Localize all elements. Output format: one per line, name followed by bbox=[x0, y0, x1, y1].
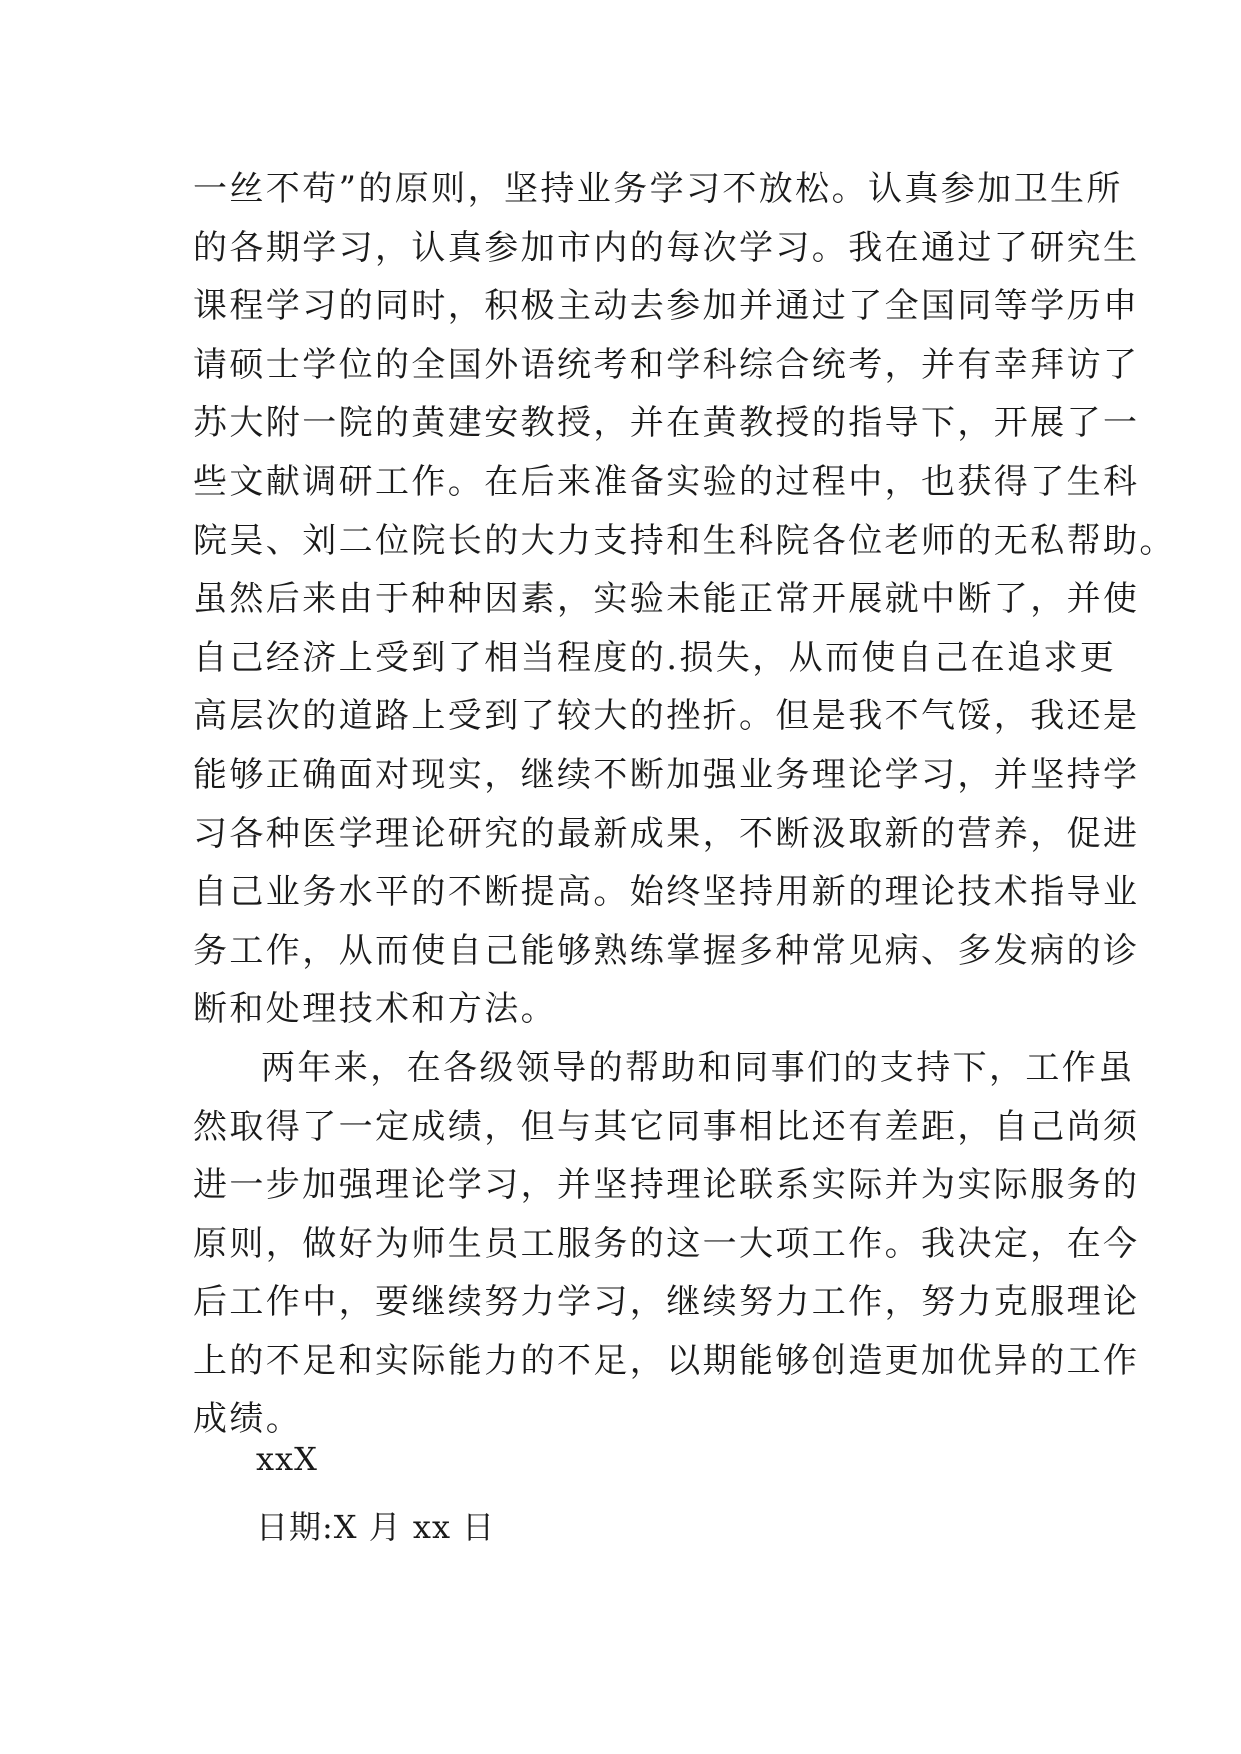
paragraph-1 bbox=[193, 160, 1176, 1039]
text-line: 高层次的道路上受到了较大的挫折。但是我不气馁，我还是 bbox=[193, 696, 1140, 737]
signature-date: 日期:X 月 xx 日 bbox=[256, 1508, 496, 1546]
text-line: 能够正确面对现实，继续不断加强业务理论学习，并坚持学 bbox=[193, 754, 1140, 795]
text-line: 一丝不苟”的原则，坚持业务学习不放松。认真参加卫生所 bbox=[193, 169, 1123, 209]
text-line: 原则，做好为师生员工服务的这一大项工作。我决定，在今 bbox=[193, 1223, 1140, 1264]
text-line: 些文献调研工作。在后来准备实验的过程中，也获得了生科 bbox=[193, 461, 1140, 502]
text-line: 自己业务水平的不断提高。始终坚持用新的理论技术指导业 bbox=[193, 872, 1140, 913]
paragraph-2 bbox=[193, 1039, 1140, 1449]
text-line: 后工作中，要继续努力学习，继续努力工作，努力克服理论 bbox=[193, 1282, 1140, 1323]
text-line: 成绩。 bbox=[193, 1399, 303, 1440]
text-line: 苏大附一院的黄建安教授，并在黄教授的指导下，开展了一 bbox=[193, 403, 1140, 444]
text-line: 虽然后来由于种种因素，实验未能正常开展就中断了，并使 bbox=[193, 579, 1140, 620]
document-body bbox=[193, 160, 1176, 1449]
text-line: 进一步加强理论学习，并坚持理论联系实际并为实际服务的 bbox=[193, 1165, 1140, 1206]
text-line: 课程学习的同时，积极主动去参加并通过了全国同等学历申 bbox=[193, 286, 1140, 327]
text-line: 务工作，从而使自己能够熟练掌握多种常见病、多发病的诊 bbox=[193, 930, 1140, 971]
text-line: 然取得了一定成绩，但与其它同事相比还有差距，自己尚须 bbox=[193, 1106, 1140, 1147]
text-line: 两年来，在各级领导的帮助和同事们的支持下，工作虽 bbox=[261, 1047, 1135, 1088]
text-line: 习各种医学理论研究的最新成果，不断汲取新的营养，促进 bbox=[193, 813, 1140, 854]
text-line: 上的不足和实际能力的不足，以期能够创造更加优异的工作 bbox=[193, 1340, 1140, 1381]
text-line: 自己经济上受到了相当程度的.损失，从而使自己在追求更 bbox=[193, 637, 1117, 678]
text-line: 断和处理技术和方法。 bbox=[193, 989, 557, 1030]
text-line: 请硕士学位的全国外语统考和学科综合统考，并有幸拜访了 bbox=[193, 344, 1140, 385]
text-line: 院吴、刘二位院长的大力支持和生科院各位老师的无私帮助。 bbox=[193, 520, 1176, 561]
signature-name: xxX bbox=[256, 1440, 318, 1478]
text-line: 的各期学习，认真参加市内的每次学习。我在通过了研究生 bbox=[193, 227, 1140, 268]
